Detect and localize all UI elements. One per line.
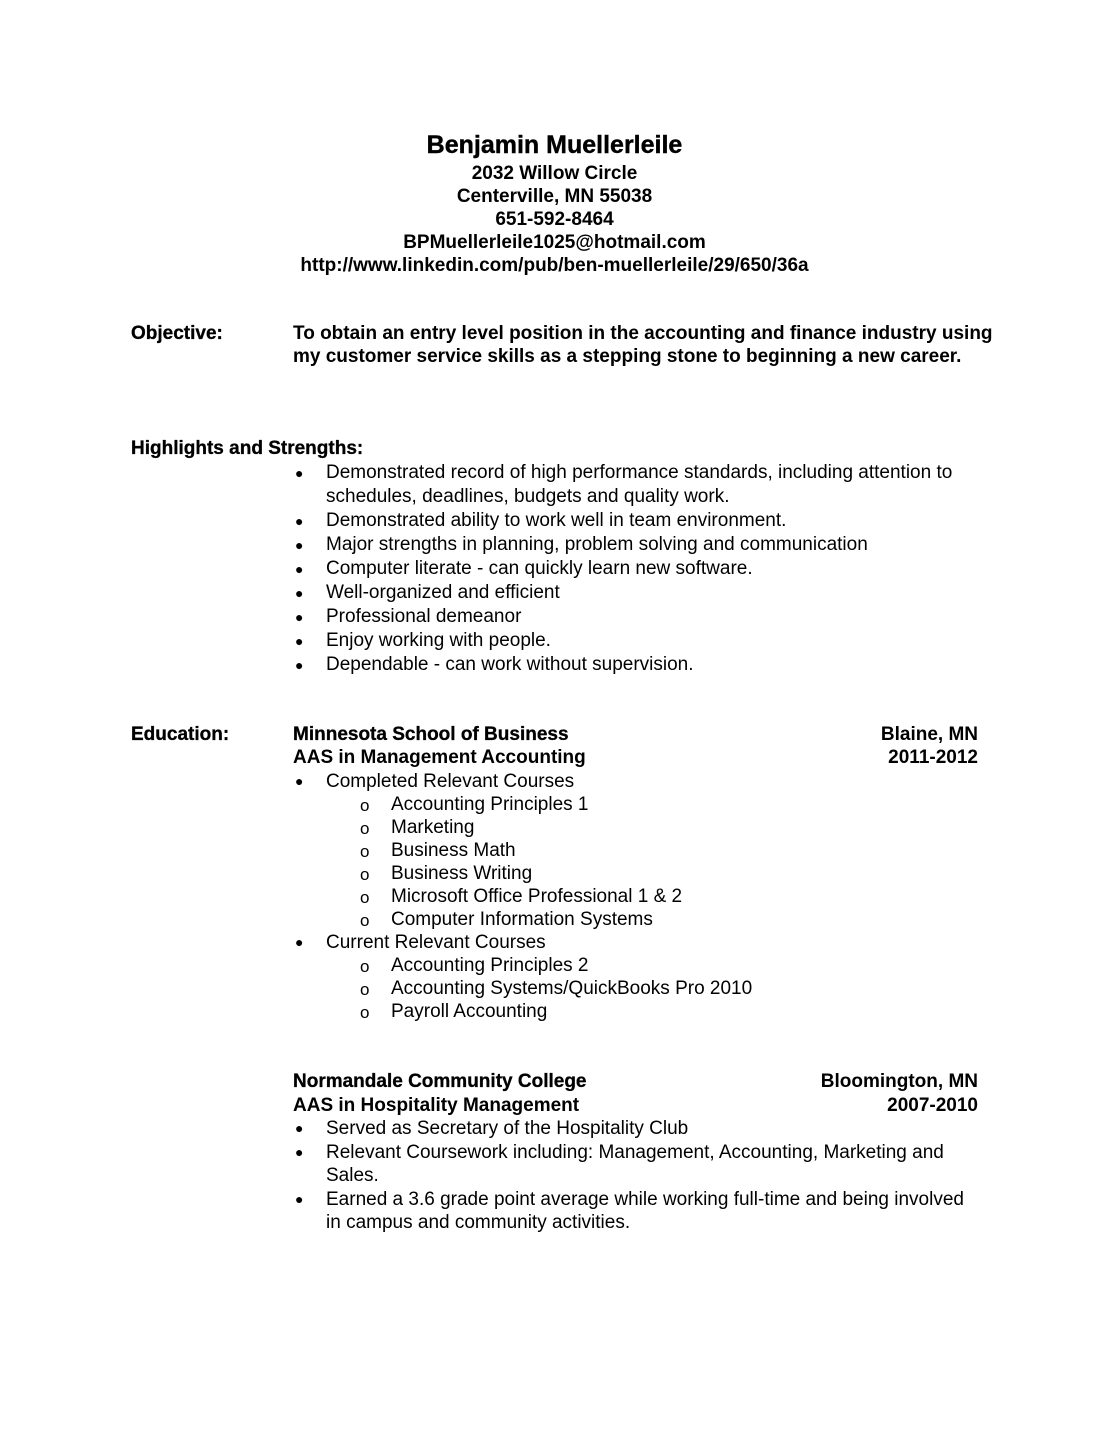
list-item: ● Earned a 3.6 grade point average while working full-time and being involved in campus and community activities. (295, 1188, 964, 1233)
bullet-icon: ● (295, 657, 304, 673)
city-state-zip: Centerville, MN 55038 (456, 186, 653, 207)
bullet-icon: ● (295, 585, 304, 601)
bullet-icon: ● (295, 513, 304, 529)
list-item: o Business Writing (360, 863, 533, 884)
school-1-courses (293, 770, 983, 1023)
circle-bullet-icon: o (360, 865, 370, 884)
education-label: Education: (131, 724, 230, 745)
school-2-activities (293, 1117, 983, 1235)
objective-text: To obtain an entry level position in the accounting and finance industry using my customer service skills as a stepping stone to beginning a new career. (293, 323, 993, 367)
email-address: BPMuellerleile1025@hotmail.com (403, 232, 706, 253)
list-item: o Accounting Principles 1 (360, 794, 589, 815)
highlights-list (293, 461, 983, 677)
school-1-name: Minnesota School of Business (293, 724, 569, 745)
list-item: o Microsoft Office Professional 1 & 2 (360, 886, 683, 907)
candidate-name: Benjamin Muellerleile (426, 131, 683, 159)
bullet-icon: ● (295, 1120, 304, 1136)
school-2-years: 2007-2010 (887, 1095, 978, 1116)
bullet-icon: ● (295, 1190, 304, 1207)
circle-bullet-icon: o (360, 796, 370, 815)
list-item: o Accounting Systems/QuickBooks Pro 2010 (360, 978, 753, 999)
resume-header (0, 128, 1109, 277)
linkedin-url: http://www.linkedin.com/pub/ben-muellerleile/29/650/36a (300, 255, 809, 276)
school-2-name: Normandale Community College (293, 1071, 587, 1092)
list-item: o Business Math (360, 840, 516, 861)
list-item: ● Well-organized and efficient (295, 582, 560, 603)
list-item: ● Computer literate - can quickly learn new software. (295, 558, 753, 579)
completed-courses-list (326, 793, 983, 931)
school-1-degree: AAS in Management Accounting (293, 747, 586, 768)
circle-bullet-icon: o (360, 1003, 370, 1022)
list-item: ● Demonstrated record of high performance standards, including attention to schedules, deadlines, budgets and quality work. (295, 462, 953, 507)
objective-label: Objective: (131, 323, 223, 344)
list-item: o Payroll Accounting (360, 1001, 548, 1022)
circle-bullet-icon: o (360, 819, 370, 838)
circle-bullet-icon: o (360, 957, 370, 976)
list-item: ● Relevant Coursework including: Management, Accounting, Marketing and Sales. (295, 1141, 944, 1186)
circle-bullet-icon: o (360, 911, 370, 930)
list-item: o Marketing (360, 817, 475, 838)
school-2-degree: AAS in Hospitality Management (293, 1095, 580, 1116)
list-item: ● Major strengths in planning, problem solving and communication (295, 534, 868, 555)
circle-bullet-icon: o (360, 842, 370, 861)
list-item: ● Enjoy working with people. (295, 630, 551, 651)
current-courses-list (326, 954, 983, 1023)
bullet-icon: ● (295, 465, 304, 481)
list-item: ● Dependable - can work without supervision. (295, 654, 694, 675)
list-item: ● Served as Secretary of the Hospitality Club (295, 1118, 689, 1139)
bullet-icon: ● (295, 633, 304, 649)
bullet-icon: ● (295, 537, 304, 553)
bullet-icon: ● (295, 561, 304, 577)
list-item: ● Professional demeanor (295, 606, 522, 627)
circle-bullet-icon: o (360, 980, 370, 999)
highlights-label: Highlights and Strengths: (131, 438, 364, 459)
circle-bullet-icon: o (360, 888, 370, 907)
school-2-location: Bloomington, MN (820, 1071, 978, 1092)
list-item: ● Demonstrated ability to work well in team environment. (295, 510, 787, 531)
school-1-years: 2011-2012 (888, 747, 978, 768)
list-item: o Computer Information Systems (360, 909, 653, 930)
bullet-icon: ● (295, 773, 304, 789)
phone-number: 651-592-8464 (495, 209, 614, 230)
bullet-icon: ● (295, 934, 304, 950)
list-item: o Accounting Principles 2 (360, 955, 589, 976)
school-1-location: Blaine, MN (880, 724, 978, 745)
bullet-icon: ● (295, 1143, 304, 1160)
bullet-icon: ● (295, 609, 304, 625)
list-item: ● Current Relevant Courses o Accounting Principles 2 o Accounting Systems/QuickBooks Pro 2010 o Payroll Accounting (293, 931, 983, 1023)
list-item: ● Completed Relevant Courses o Accounting Principles 1 o Marketing o Business Math o Business Writing o Microsoft Office Professional 1 & 2 o Computer Information Systems (293, 770, 983, 931)
street-address: 2032 Willow Circle (471, 163, 638, 184)
